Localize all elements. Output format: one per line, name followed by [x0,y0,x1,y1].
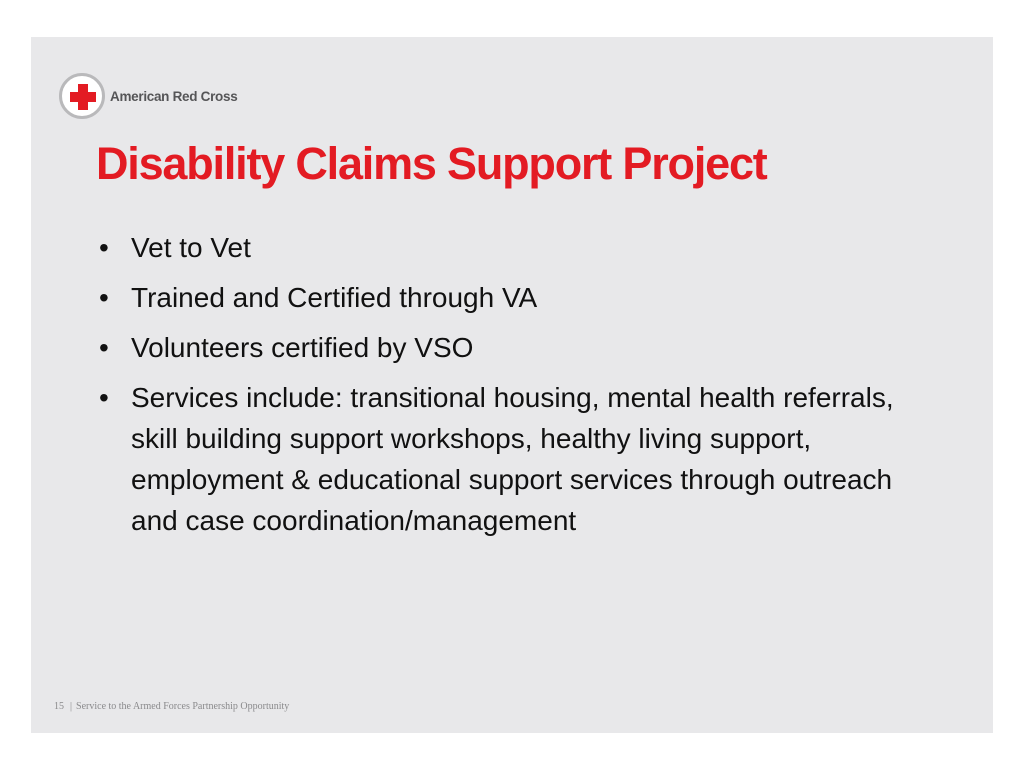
slide-footer [54,701,289,712]
logo-text: American Red Cross [110,88,238,104]
bullet-item [99,277,929,318]
bullet-item [99,377,929,541]
bullet-icon: • [99,382,109,413]
footer-separator: | [70,701,73,712]
slide [31,37,993,733]
footer-text: Service to the Armed Forces Partnership Opportunity [76,701,290,712]
american-red-cross-logo [59,71,237,121]
page-number: 15 [54,701,64,712]
bullet-icon: • [99,282,109,313]
bullet-list [99,227,929,550]
red-cross-icon [59,73,105,119]
bullet-icon: • [99,332,109,363]
bullet-text: Vet to Vet [131,232,251,263]
bullet-item [99,327,929,368]
bullet-icon: • [99,232,109,263]
bullet-text: Services include: transitional housing, mental health referrals, skill building support workshops, healthy living support, employment & educational support services through outreach and case coordination/management [131,382,894,536]
slide-title: Disability Claims Support Project [96,138,767,189]
bullet-text: Trained and Certified through VA [131,282,538,313]
bullet-text: Volunteers certified by VSO [131,332,474,363]
bullet-item [99,227,929,268]
